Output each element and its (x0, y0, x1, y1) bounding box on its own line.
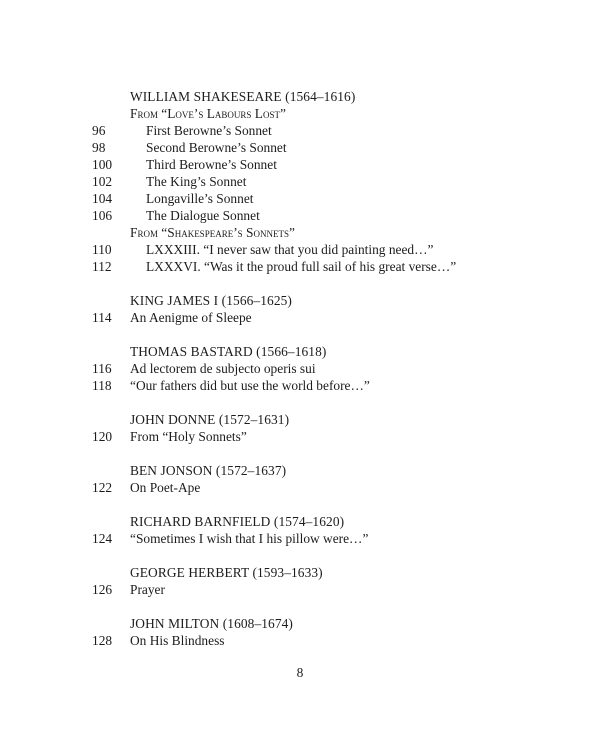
page-ref: 122 (92, 480, 113, 495)
poem-title: The King’s Sonnet (146, 174, 247, 189)
section-heading (0, 224, 600, 241)
page-number: 8 (296, 665, 304, 680)
page-ref: 114 (92, 310, 112, 325)
page-ref: 106 (92, 208, 113, 223)
poem-title: Third Berowne’s Sonnet (146, 157, 277, 172)
toc-entry (0, 428, 600, 445)
author-entry (0, 411, 600, 428)
poem-title: An Aenigme of Sleepe (130, 310, 252, 325)
toc-entry (0, 207, 600, 224)
poem-title: LXXXIII. “I never saw that you did painting need…” (146, 242, 434, 257)
author-name: GEORGE HERBERT (1593–1633) (130, 565, 323, 580)
author-entry (0, 462, 600, 479)
page-ref: 100 (92, 157, 113, 172)
page-ref: 98 (92, 140, 106, 155)
toc-entry (0, 377, 600, 394)
toc-entry (0, 360, 600, 377)
toc-entry (0, 581, 600, 598)
poem-title: “Our fathers did but use the world before…” (130, 378, 370, 393)
poem-title: Prayer (130, 582, 165, 597)
poem-title: On Poet-Ape (130, 480, 201, 495)
author-entry (0, 343, 600, 360)
author-entry (0, 88, 600, 105)
author-name: BEN JONSON (1572–1637) (130, 463, 287, 478)
page-ref: 102 (92, 174, 113, 189)
toc-entry (0, 156, 600, 173)
toc-entry (0, 139, 600, 156)
toc-entry (0, 190, 600, 207)
author-name: RICHARD BARNFIELD (1574–1620) (130, 514, 345, 529)
poem-title: First Berowne’s Sonnet (146, 123, 272, 138)
page-ref: 128 (92, 633, 113, 648)
poem-title: LXXXVI. “Was it the proud full sail of his great verse…” (146, 259, 457, 274)
page-ref: 112 (92, 259, 112, 274)
page-ref: 116 (92, 361, 112, 376)
poem-title: The Dialogue Sonnet (146, 208, 260, 223)
poem-title: From “Holy Sonnets” (130, 429, 247, 444)
author-name: JOHN DONNE (1572–1631) (130, 412, 290, 427)
poem-title: Longaville’s Sonnet (146, 191, 254, 206)
poem-title: Ad lectorem de subjecto operis sui (130, 361, 316, 376)
author-entry (0, 513, 600, 530)
poem-title: Second Berowne’s Sonnet (146, 140, 287, 155)
author-entry (0, 564, 600, 581)
author-name: THOMAS BASTARD (1566–1618) (130, 344, 327, 359)
poem-title: On His Blindness (130, 633, 225, 648)
toc-entry (0, 173, 600, 190)
page-ref: 104 (92, 191, 113, 206)
toc-entry (0, 241, 600, 258)
toc-entry (0, 309, 600, 326)
author-entry (0, 615, 600, 632)
toc-entry (0, 258, 600, 275)
toc-entry (0, 530, 600, 547)
poem-title: “Sometimes I wish that I his pillow were…” (130, 531, 369, 546)
page-ref: 96 (92, 123, 106, 138)
page-ref: 124 (92, 531, 113, 546)
section-heading (0, 105, 600, 122)
page-ref: 120 (92, 429, 113, 444)
page-ref: 126 (92, 582, 113, 597)
toc-entry (0, 122, 600, 139)
author-name: WILLIAM SHAKESEARE (1564–1616) (130, 89, 356, 104)
author-name: KING JAMES I (1566–1625) (130, 293, 292, 308)
section-title: From “Shakespeare’s Sonnets” (130, 225, 295, 240)
author-entry (0, 292, 600, 309)
author-name: JOHN MILTON (1608–1674) (130, 616, 293, 631)
page-ref: 118 (92, 378, 112, 393)
toc-entry (0, 632, 600, 649)
toc-entry (0, 479, 600, 496)
section-title: From “Love’s Labours Lost” (130, 106, 286, 121)
page-ref: 110 (92, 242, 112, 257)
